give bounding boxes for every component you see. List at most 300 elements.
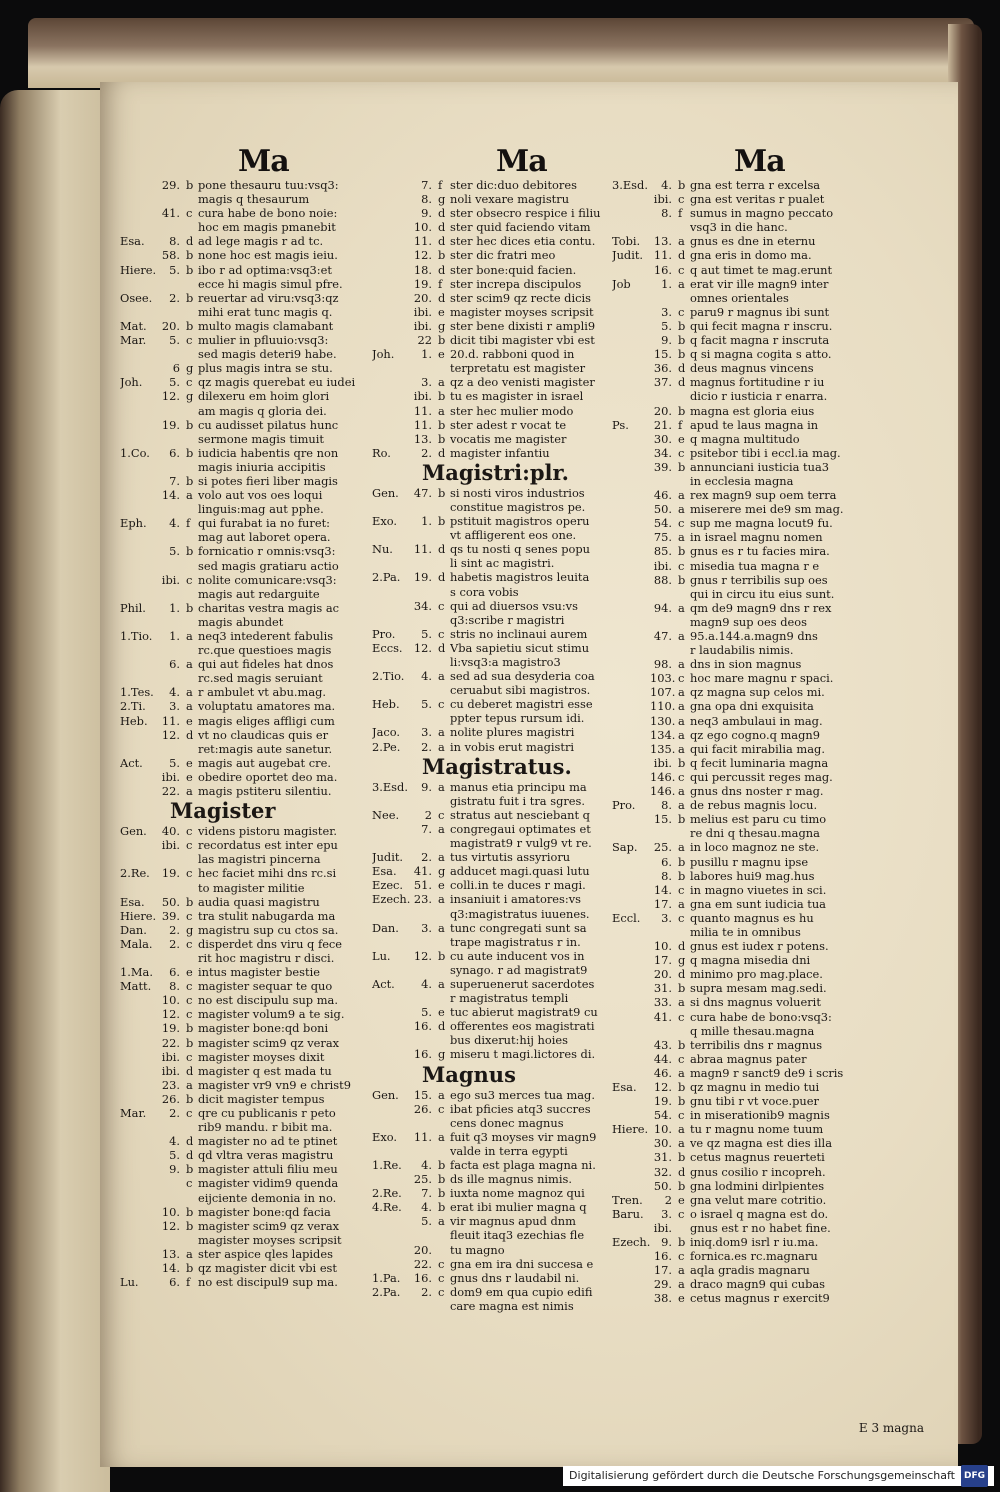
citation-text: videns pistoru magister.: [198, 824, 338, 839]
index-line: [612, 714, 884, 728]
section-letter: g: [438, 192, 446, 207]
citation-text: ster adest r vocat te: [450, 417, 567, 432]
chapter-number: 20.: [653, 967, 672, 982]
index-line: [612, 319, 884, 333]
index-line: [372, 977, 612, 991]
citation-text: cura habe de bono:vsq3:: [690, 1009, 832, 1024]
citation-text: quanto magnus es hu: [690, 910, 814, 925]
chapter-number: 14.: [161, 1261, 180, 1276]
citation-text: neq3 intederent fabulis: [198, 629, 334, 643]
chapter-number: 134.: [650, 727, 676, 742]
chapter-number: 19.: [161, 417, 180, 432]
chapter-number: 5.: [169, 1148, 180, 1163]
section-letter: c: [678, 1206, 685, 1221]
index-line: [612, 1136, 884, 1150]
index-line: [120, 234, 390, 248]
citation-text: magna est gloria eius: [690, 403, 815, 418]
citation-text: q mille thesau.magna: [690, 1023, 815, 1038]
index-line: [120, 1162, 390, 1176]
index-line: [120, 277, 390, 291]
chapter-number: 13.: [161, 1246, 180, 1261]
index-line: [120, 361, 390, 375]
index-line: [372, 822, 612, 836]
citation-text: Vba sapietiu sicut stimu: [450, 640, 590, 655]
index-line: [120, 629, 390, 643]
book-reference: Gen.: [120, 824, 147, 839]
index-line: [612, 756, 884, 770]
index-line: [372, 1243, 612, 1257]
index-line: [612, 587, 884, 601]
section-letter: a: [186, 699, 193, 714]
chapter-number: 54.: [653, 516, 672, 531]
book-reference: 4.Re.: [372, 1200, 402, 1215]
section-letter: b: [678, 1178, 686, 1193]
chapter-number: 19.: [161, 866, 180, 881]
index-line: [372, 514, 612, 528]
chapter-number: 10.: [161, 1204, 180, 1219]
section-letter: b: [438, 948, 446, 963]
index-line: [120, 544, 390, 558]
index-line: [120, 937, 390, 951]
index-line: [120, 559, 390, 573]
index-line: [372, 263, 612, 277]
chapter-number: 41.: [653, 1009, 672, 1024]
book-reference: 1.Co.: [120, 445, 150, 460]
index-line: [612, 1207, 884, 1221]
book-reference: Joh.: [372, 347, 395, 362]
chapter-number: 9.: [661, 1235, 672, 1250]
index-line: [612, 333, 884, 347]
section-letter: d: [438, 206, 446, 221]
citation-text: gna em ira dni succesa e: [450, 1256, 594, 1271]
chapter-number: 50.: [653, 502, 672, 517]
chapter-number: ibi.: [161, 572, 180, 587]
chapter-number: 12.: [161, 389, 180, 404]
citation-text: linguis:mag aut pphe.: [198, 502, 324, 517]
index-line: [372, 542, 612, 556]
book-reference: Gen.: [372, 485, 399, 500]
chapter-number: 11.: [413, 234, 432, 249]
book-reference: 2.Pa.: [372, 570, 401, 585]
index-line: [120, 838, 390, 852]
citation-text: gnus cosilio r incopreh.: [690, 1164, 826, 1179]
citation-text: ppter tepus rursum idi.: [450, 711, 585, 726]
chapter-number: 8.: [169, 234, 180, 249]
citation-text: magister infantiu: [450, 445, 550, 460]
index-line: [612, 1024, 884, 1038]
chapter-number: 21.: [653, 417, 672, 432]
index-line: [120, 1134, 390, 1148]
section-letter: b: [186, 318, 194, 333]
citation-text: mulier in pfluuio:vsq3:: [198, 333, 329, 348]
index-line: [372, 361, 612, 375]
citation-text: nolite comunicare:vsq3:: [198, 572, 337, 587]
section-letter: a: [438, 739, 445, 754]
index-line: [120, 728, 390, 742]
section-letter: d: [678, 248, 686, 263]
citation-text: q magna misedia dni: [690, 953, 811, 968]
book-reference: Judit.: [612, 248, 644, 263]
index-line: [612, 220, 884, 234]
index-line: [372, 627, 612, 641]
book-reference: Dan.: [372, 920, 399, 935]
index-line: [612, 305, 884, 319]
citation-text: magis aut redarguite: [198, 586, 320, 601]
citation-text: fuit q3 moyses vir magn9: [450, 1129, 597, 1144]
citation-text: iuxta nome magnoz qui: [450, 1186, 585, 1201]
entry-heading: [372, 460, 612, 486]
index-line: [612, 629, 884, 643]
index-line: [372, 991, 612, 1005]
section-letter: c: [186, 333, 193, 348]
chapter-number: 46.: [653, 1065, 672, 1080]
chapter-number: 16.: [413, 1019, 432, 1034]
index-line: [612, 234, 884, 248]
section-letter: c: [678, 516, 685, 531]
chapter-number: 16.: [653, 262, 672, 277]
section-letter: d: [678, 967, 686, 982]
section-letter: g: [678, 953, 686, 968]
chapter-number: 7.: [169, 473, 180, 488]
book-reference: 2.Tio.: [372, 669, 405, 684]
index-line: [612, 516, 884, 530]
section-letter: b: [438, 1186, 446, 1201]
section-letter: a: [678, 530, 685, 545]
section-letter: b: [186, 248, 194, 263]
chapter-number: 10.: [413, 220, 432, 235]
section-letter: c: [438, 1101, 445, 1116]
entry-heading-text: Magistri:plr.: [422, 459, 569, 485]
index-line: [612, 1108, 884, 1122]
citation-text: s cora vobis: [450, 584, 519, 599]
chapter-number: 1.: [169, 629, 180, 643]
chapter-number: 13.: [653, 234, 672, 249]
index-line: [120, 291, 390, 305]
citation-text: care magna est nimis: [450, 1298, 574, 1313]
chapter-number: 6.: [169, 657, 180, 672]
index-line: [372, 711, 612, 725]
citation-text: sed magis gratiaru actio: [198, 558, 339, 573]
citation-text: gistratu fuit i tra sgres.: [450, 793, 586, 808]
index-line: [120, 488, 390, 502]
chapter-number: 11.: [413, 417, 432, 432]
index-line: [120, 432, 390, 446]
index-line: [372, 1088, 612, 1102]
section-letter: c: [438, 598, 445, 613]
index-line: [372, 1257, 612, 1271]
chapter-number: 12.: [161, 727, 180, 742]
book-reference: Act.: [372, 976, 395, 991]
chapter-number: 58.: [161, 248, 180, 263]
citation-text: ster bone:quid facien.: [450, 262, 577, 277]
index-line: [612, 812, 884, 826]
index-line: [120, 1106, 390, 1120]
section-letter: e: [438, 1005, 445, 1020]
book-reference: Exo.: [372, 1129, 398, 1144]
chapter-number: 6.: [169, 1275, 180, 1290]
index-line: [120, 1191, 390, 1205]
citation-text: qui percussit reges mag.: [690, 769, 833, 784]
citation-text: qz ego cogno.q magn9: [690, 727, 820, 742]
index-line: [612, 1052, 884, 1066]
dfg-logo: DFG: [961, 1465, 988, 1487]
chapter-number: 12.: [161, 1007, 180, 1022]
chapter-number: 2.: [421, 445, 432, 460]
section-letter: b: [438, 417, 446, 432]
chapter-number: 12.: [161, 1218, 180, 1233]
chapter-number: 94.: [653, 600, 672, 615]
section-letter: e: [438, 304, 445, 319]
citation-text: mihi erat tunc magis q.: [198, 304, 333, 319]
chapter-number: 130.: [650, 713, 676, 728]
citation-text: dom9 em qua cupio edifi: [450, 1284, 593, 1299]
index-line: [612, 178, 884, 192]
index-line: [612, 361, 884, 375]
chapter-number: 20.: [413, 290, 432, 305]
section-letter: a: [438, 669, 445, 684]
index-line: [372, 333, 612, 347]
index-line: [612, 375, 884, 389]
index-line: [372, 1214, 612, 1228]
index-line: [612, 206, 884, 220]
chapter-number: 37.: [653, 375, 672, 390]
chapter-number: 34.: [653, 445, 672, 460]
book-reference: Dan.: [120, 922, 147, 937]
index-line: [120, 909, 390, 923]
section-letter: b: [678, 1150, 686, 1165]
section-letter: d: [186, 1134, 194, 1149]
section-letter: g: [438, 864, 446, 879]
index-line: [372, 486, 612, 500]
index-line: [612, 840, 884, 854]
citation-text: pstituit magistros operu: [450, 514, 590, 529]
chapter-number: 2.: [169, 1106, 180, 1120]
chapter-number: 9.: [661, 333, 672, 348]
section-letter: c: [678, 558, 685, 573]
section-letter: g: [186, 922, 194, 937]
index-line: [612, 826, 884, 840]
citation-text: deus magnus vincens: [690, 361, 814, 376]
index-line: [372, 697, 612, 711]
book-reference: 1.Re.: [372, 1158, 402, 1172]
citation-text: in miserationib9 magnis: [690, 1108, 830, 1123]
book-reference: 1.Ma.: [120, 965, 153, 980]
citation-text: stratus aut nesciebant q: [450, 807, 590, 822]
chapter-number: 29.: [653, 1277, 672, 1292]
chapter-number: 38.: [653, 1291, 672, 1306]
citation-text: rex magn9 sup oem terra: [690, 488, 837, 503]
citation-text: disperdet dns viru q fece: [198, 936, 343, 951]
section-letter: b: [678, 572, 686, 587]
index-line: [612, 277, 884, 291]
section-letter: b: [186, 417, 194, 432]
citation-text: si nosti viros industrios: [450, 485, 585, 500]
index-line: [120, 263, 390, 277]
section-letter: d: [678, 1164, 686, 1179]
chapter-number: 88.: [653, 572, 672, 587]
citation-text: qz magister dicit vbi est: [198, 1261, 337, 1276]
citation-text: vt no claudicas quis er: [198, 727, 329, 742]
index-line: [120, 756, 390, 770]
index-line: [120, 404, 390, 418]
entry-heading-text: Magister: [170, 798, 276, 824]
citation-text: habetis magistros leuita: [450, 570, 590, 585]
chapter-number: 34.: [413, 598, 432, 613]
citation-text: magis aut augebat cre.: [198, 755, 331, 770]
chapter-number: 9.: [421, 206, 432, 221]
citation-text: fornica.es rc.magnaru: [690, 1249, 818, 1264]
section-letter: d: [678, 939, 686, 954]
citation-text: obedire oportet deo ma.: [198, 769, 338, 784]
citation-text: ego su3 merces tua mag.: [450, 1087, 595, 1102]
citation-text: magister moyses scripsit: [450, 304, 594, 319]
citation-text: tunc congregati sunt sa: [450, 920, 587, 935]
chapter-number: 14.: [161, 488, 180, 503]
section-letter: e: [186, 713, 193, 728]
index-line: [612, 615, 884, 629]
book-reference: Nu.: [372, 542, 393, 557]
citation-text: annunciani iusticia tua3: [690, 459, 829, 474]
chapter-number: 19.: [413, 276, 432, 291]
section-letter: b: [186, 290, 194, 305]
chapter-number: 110.: [650, 699, 676, 714]
book-reference: Esa.: [612, 1080, 637, 1094]
citation-text: abraa magnus pater: [690, 1051, 807, 1066]
index-line: [120, 965, 390, 979]
citation-text: ster obsecro respice i filiu: [450, 206, 601, 221]
book-reference: Esa.: [120, 234, 145, 249]
index-line: [372, 1033, 612, 1047]
chapter-number: 5.: [169, 333, 180, 348]
index-line: [372, 1019, 612, 1033]
chapter-number: 8.: [661, 206, 672, 221]
citation-text: gna lodmini dirlpientes: [690, 1178, 825, 1193]
entry-heading: [372, 1062, 612, 1088]
section-letter: c: [186, 824, 193, 839]
citation-text: hoc mare magnu r spaci.: [690, 671, 834, 686]
citation-text: gna est terra r excelsa: [690, 178, 821, 192]
citation-text: fornicatio r omnis:vsq3:: [198, 544, 336, 559]
signature-mark: E 3 magna: [858, 1421, 924, 1435]
chapter-number: 2: [424, 807, 432, 822]
index-line: [120, 530, 390, 544]
chapter-number: 8.: [661, 868, 672, 883]
index-line: [372, 892, 612, 906]
chapter-number: 51.: [413, 878, 432, 893]
section-letter: b: [678, 812, 686, 827]
index-line: [372, 528, 612, 542]
book-reference: Eccs.: [372, 640, 403, 655]
index-line: [372, 347, 612, 361]
citation-text: tuc abierut magistrat9 cu: [450, 1005, 598, 1020]
index-line: [372, 432, 612, 446]
chapter-number: 4.: [169, 1134, 180, 1149]
index-line: [612, 728, 884, 742]
section-letter: a: [438, 1129, 445, 1144]
citation-text: gnu tibi r vt voce.puer: [690, 1094, 819, 1109]
section-letter: c: [186, 1007, 193, 1022]
section-letter: d: [438, 640, 446, 655]
section-letter: b: [186, 1091, 194, 1106]
chapter-number: 11.: [413, 1129, 432, 1144]
section-letter: b: [186, 1035, 194, 1050]
citation-text: intus magister bestie: [198, 965, 320, 980]
index-line: [372, 220, 612, 234]
chapter-number: 43.: [653, 1037, 672, 1052]
chapter-number: 17.: [653, 896, 672, 911]
citation-text: magister sequar te quo: [198, 979, 333, 994]
section-letter: a: [438, 920, 445, 935]
section-letter: a: [678, 699, 685, 714]
book-reference: Mar.: [120, 1106, 147, 1120]
section-letter: b: [678, 1080, 686, 1094]
index-line: [120, 333, 390, 347]
chapter-number: 22.: [161, 1035, 180, 1050]
citation-text: qz magnu in medio tui: [690, 1080, 820, 1094]
chapter-number: 11.: [653, 248, 672, 263]
chapter-number: 3.: [169, 699, 180, 714]
index-line: [612, 291, 884, 305]
section-letter: c: [678, 910, 685, 925]
index-line: [372, 808, 612, 822]
book-reference: Gen.: [372, 1087, 399, 1102]
citation-text: gna eris in domo ma.: [690, 248, 812, 263]
index-line: [372, 1047, 612, 1061]
citation-text: labores hui9 mag.hus: [690, 868, 815, 883]
index-line: [372, 907, 612, 921]
chapter-number: ibi.: [653, 558, 672, 573]
section-letter: c: [186, 993, 193, 1008]
index-line: [612, 897, 884, 911]
section-letter: a: [438, 850, 445, 865]
index-line: [120, 852, 390, 866]
chapter-number: ibi.: [161, 769, 180, 784]
citation-text: o israel q magna est do.: [690, 1206, 829, 1221]
citation-text: rit hoc magistru r disci.: [198, 950, 335, 965]
chapter-number: 26.: [161, 1091, 180, 1106]
section-letter: a: [678, 657, 685, 672]
citation-text: in ecclesia magna: [690, 473, 794, 488]
book-reference: Eph.: [120, 516, 147, 531]
citation-text: valde in terra egypti: [450, 1143, 568, 1158]
citation-text: paru9 r magnus ibi sunt: [690, 304, 830, 319]
index-line: [120, 1120, 390, 1134]
citation-text: magis iniuria accipitis: [198, 459, 326, 474]
index-line: [372, 850, 612, 864]
book-reference: Lu.: [372, 948, 391, 963]
index-line: [372, 935, 612, 949]
digitization-credit: [563, 1466, 994, 1486]
citation-text: fleuit itaq3 ezechias fle: [450, 1228, 585, 1243]
chapter-number: 5.: [169, 262, 180, 277]
citation-text: cura habe de bono noie:: [198, 206, 338, 221]
section-letter: c: [678, 1009, 685, 1024]
section-letter: f: [186, 1275, 191, 1290]
citation-text: magister q est mada tu: [198, 1063, 332, 1078]
section-letter: e: [186, 755, 193, 770]
chapter-number: 20.: [653, 403, 672, 418]
index-line: [372, 1172, 612, 1186]
chapter-number: 1.: [421, 514, 432, 529]
citation-text: misedia tua magna r e: [690, 558, 820, 573]
index-line: [372, 725, 612, 739]
index-line: [372, 570, 612, 584]
index-line: [612, 1094, 884, 1108]
index-line: [372, 1102, 612, 1116]
index-line: [120, 993, 390, 1007]
index-line: [612, 699, 884, 713]
section-letter: b: [186, 178, 194, 192]
